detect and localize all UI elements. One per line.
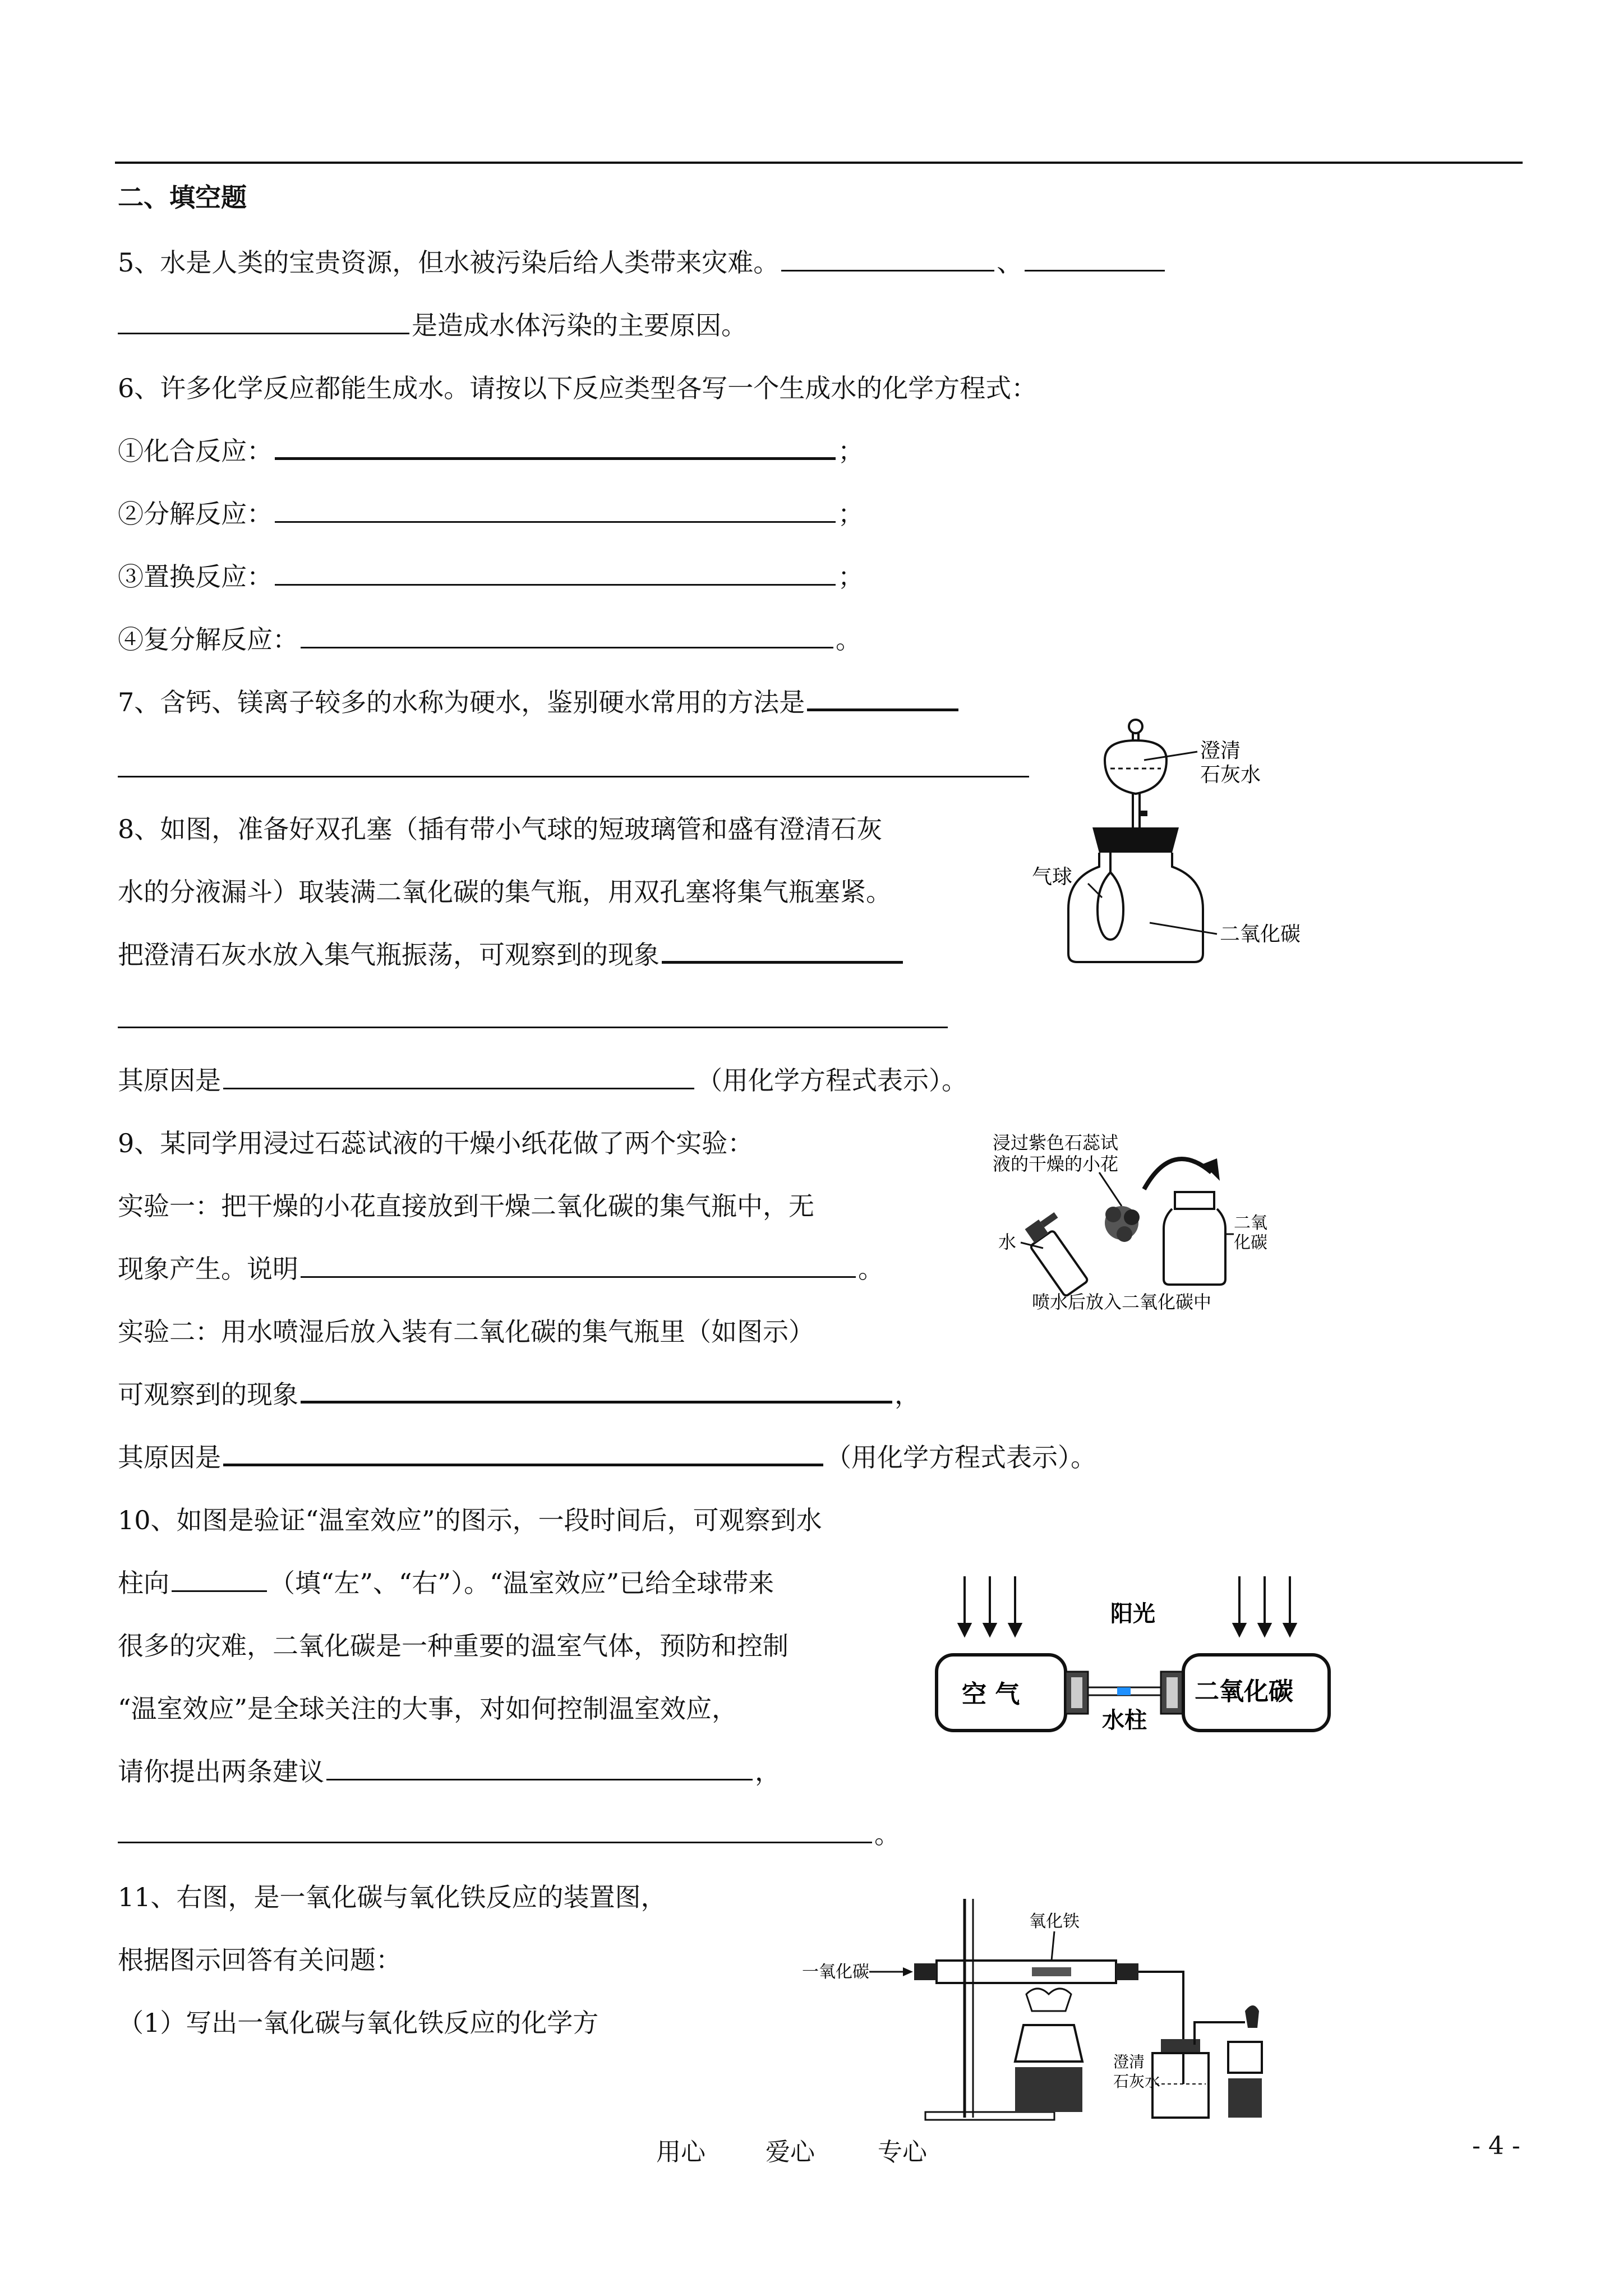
q8-reason-suffix: （用化学方程式表示）。 xyxy=(697,1065,967,1096)
q9-exp1-blank[interactable] xyxy=(301,1254,856,1278)
q9-label-co2-1: 二氧 xyxy=(1234,1213,1267,1233)
q8-line2: 水的分液漏斗）取装满二氧化碳的集气瓶，用双孔塞将集气瓶塞紧。 xyxy=(118,877,892,907)
q10-blank-suggestion-1[interactable] xyxy=(326,1756,753,1780)
q11-line2: 根据图示回答有关问题： xyxy=(118,1945,402,1975)
q7-blank-1[interactable] xyxy=(807,686,958,711)
q8-label-balloon: 气球 xyxy=(1032,866,1073,889)
q8-line3 xyxy=(118,938,905,972)
q5-blank-2[interactable] xyxy=(1025,247,1165,272)
q10-label-sun: 阳光 xyxy=(1110,1601,1155,1627)
q10-line6 xyxy=(118,1818,900,1851)
q8-label-co2: 二氧化碳 xyxy=(1220,923,1301,946)
q6-item-label: ②分解反应： xyxy=(118,499,273,529)
q11-line3: （1）写出一氧化碳与氧化铁反应的化学方 xyxy=(118,2008,599,2038)
q8-line3-text: 把澄清石灰水放入集气瓶振荡，可观察到的现象 xyxy=(118,940,660,970)
q8-line1: 8、如图，准备好双孔塞（插有带小气球的短玻璃管和盛有澄清石灰 xyxy=(118,814,883,844)
q6-item-4 xyxy=(118,623,861,656)
q10-line2-prefix: 柱向 xyxy=(118,1568,169,1598)
q9-label-water: 水 xyxy=(998,1231,1017,1253)
q5-sep: 、 xyxy=(997,247,1023,278)
q6-item-end: ； xyxy=(838,499,864,529)
q9-exp1-line1: 实验一：把干燥的小花直接放到干燥二氧化碳的集气瓶中，无 xyxy=(118,1191,814,1221)
q10-line5 xyxy=(118,1755,781,1788)
q10-label-air: 空 气 xyxy=(962,1680,1020,1709)
q11-figure xyxy=(802,1899,1262,2123)
q9-exp2-line1: 实验二：用水喷湿后放入装有二氧化碳的集气瓶里（如图示） xyxy=(118,1317,814,1347)
q9-exp2-end: ， xyxy=(895,1379,920,1410)
q10-label-co2: 二氧化碳 xyxy=(1195,1677,1293,1706)
q9-exp2-line2 xyxy=(118,1378,920,1411)
q5-line2-suffix: 是造成水体污染的主要原因。 xyxy=(412,310,747,341)
q9-reason xyxy=(118,1441,1096,1474)
q10-line5-prefix: 请你提出两条建议 xyxy=(118,1756,324,1787)
q8-reason xyxy=(118,1064,967,1097)
q9-reason-prefix: 其原因是 xyxy=(118,1442,221,1473)
q5-stem: 5、水是人类的宝贵资源，但水被污染后给人类带来灾难。 xyxy=(118,247,780,278)
footer-item: 专心 xyxy=(878,2138,927,2166)
q10-line5-end: ， xyxy=(755,1756,781,1787)
q9-reason-blank[interactable] xyxy=(223,1441,823,1466)
q5-blank-3[interactable] xyxy=(118,310,409,334)
q7-line1 xyxy=(118,685,961,719)
q8-blank-2[interactable] xyxy=(118,1027,948,1028)
q10-blank-suggestion-2[interactable] xyxy=(118,1819,872,1843)
q6-item-label: ①化合反应： xyxy=(118,436,273,466)
q9-caption: 喷水后放入二氧化碳中 xyxy=(1032,1291,1212,1313)
q10-label-water-column: 水柱 xyxy=(1102,1708,1147,1733)
q10-line3: 很多的灾难，二氧化碳是一种重要的温室气体，预防和控制 xyxy=(118,1631,789,1661)
q10-line1: 10、如图是验证“温室效应”的图示，一段时间后，可观察到水 xyxy=(118,1505,822,1535)
q8-figure xyxy=(1032,698,1335,968)
header-rule xyxy=(115,162,1523,164)
q8-apparatus-diagram xyxy=(1032,698,1335,968)
q9-label-co2-2: 化碳 xyxy=(1234,1233,1267,1253)
q6-item-1 xyxy=(118,434,864,468)
q6-answer-blank[interactable] xyxy=(301,624,833,648)
q9-stem: 9、某同学用浸过石蕊试液的干燥小纸花做了两个实验： xyxy=(118,1128,754,1158)
q9-exp1-prefix: 现象产生。说明 xyxy=(118,1254,298,1284)
q9-exp2-blank[interactable] xyxy=(301,1378,892,1404)
q8-reason-blank[interactable] xyxy=(223,1065,694,1089)
q11-line1: 11、右图，是一氧化碳与氧化铁反应的装置图， xyxy=(118,1882,667,1912)
q11-apparatus-diagram xyxy=(802,1899,1262,2123)
q9-spray-diagram xyxy=(987,1128,1267,1318)
q9-exp1-end: 。 xyxy=(858,1254,884,1284)
q7-blank-2[interactable] xyxy=(118,776,1029,777)
q9-figure xyxy=(987,1128,1267,1318)
q5-line2 xyxy=(118,309,747,342)
q5-blank-1[interactable] xyxy=(781,247,994,272)
q9-label-top-1: 浸过紫色石蕊试 xyxy=(993,1132,1119,1153)
footer-item: 爱心 xyxy=(766,2138,815,2166)
q10-line2 xyxy=(118,1566,774,1600)
q6-stem: 6、许多化学反应都能生成水。请按以下反应类型各写一个生成水的化学方程式： xyxy=(118,373,1038,403)
q5-line1 xyxy=(118,246,1167,279)
q9-reason-suffix: （用化学方程式表示）。 xyxy=(826,1442,1096,1473)
q6-answer-blank[interactable] xyxy=(275,562,836,586)
q6-item-3 xyxy=(118,560,864,593)
q8-label-limewater-2: 石灰水 xyxy=(1200,763,1261,786)
q9-exp1-line2 xyxy=(118,1252,884,1286)
q10-greenhouse-diagram xyxy=(931,1565,1335,1750)
q6-item-label: ④复分解反应： xyxy=(118,624,298,655)
q8-label-limewater-1: 澄清 xyxy=(1200,739,1241,762)
q10-figure xyxy=(931,1565,1335,1750)
q6-answer-blank[interactable] xyxy=(275,435,836,460)
q6-item-2 xyxy=(118,497,864,531)
section-title: 二、填空题 xyxy=(118,182,247,213)
q11-label-fe2o3: 氧化铁 xyxy=(1029,1912,1080,1931)
q6-item-end: 。 xyxy=(836,624,861,655)
q6-item-label: ③置换反应： xyxy=(118,562,273,592)
q10-line2-suffix: （填“左”、“右”）。“温室效应”已给全球带来 xyxy=(269,1568,774,1598)
q10-blank-direction[interactable] xyxy=(172,1568,267,1592)
q9-exp2-prefix: 可观察到的现象 xyxy=(118,1379,298,1410)
q9-label-top-2: 液的干燥的小花 xyxy=(993,1153,1119,1175)
q10-line6-end: 。 xyxy=(874,1819,900,1849)
q11-label-limewater-2: 石灰水 xyxy=(1113,2072,1161,2091)
q8-blank-1[interactable] xyxy=(662,938,903,964)
q6-item-end: ； xyxy=(838,562,864,592)
q11-label-co: 一氧化碳 xyxy=(802,1962,869,1982)
q7-stem: 7、含钙、镁离子较多的水称为硬水，鉴别硬水常用的方法是 xyxy=(118,687,805,717)
q8-reason-prefix: 其原因是 xyxy=(118,1065,221,1096)
q6-item-end: ； xyxy=(838,436,864,466)
q6-answer-blank[interactable] xyxy=(275,499,836,523)
footer-item: 用心 xyxy=(656,2138,706,2166)
q10-line4: “温室效应”是全球关注的大事，对如何控制温室效应， xyxy=(118,1694,738,1724)
q11-label-limewater-1: 澄清 xyxy=(1113,2053,1145,2071)
page-number: - 4 - xyxy=(1472,2132,1520,2160)
